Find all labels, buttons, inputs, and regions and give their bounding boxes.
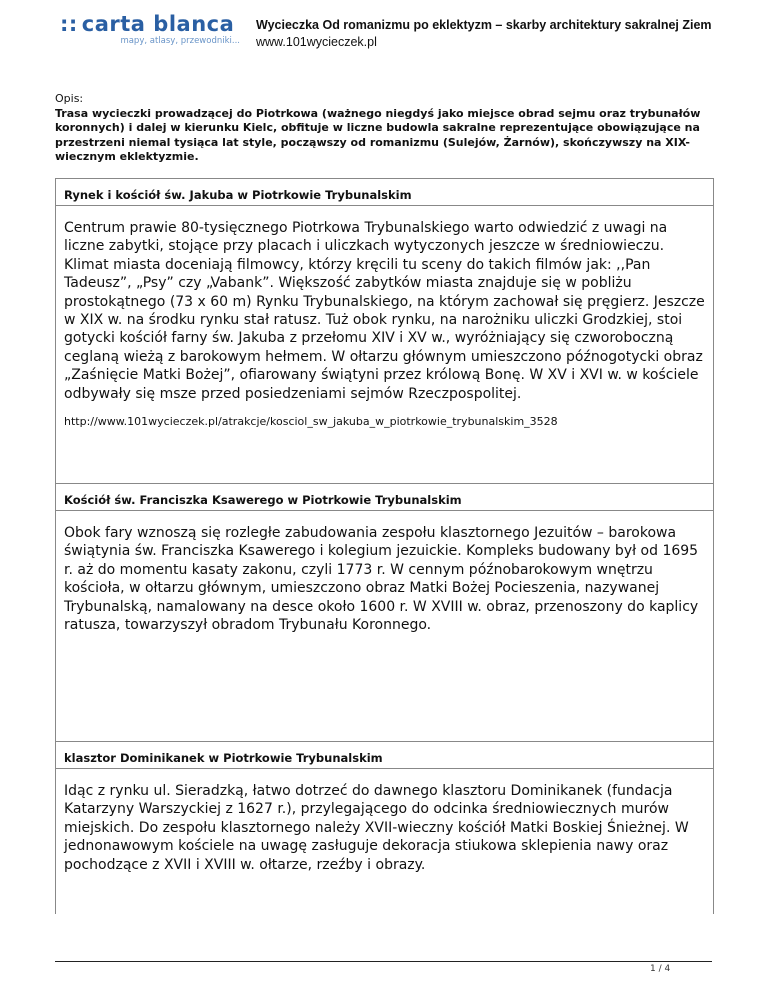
document-title: Wycieczka Od romanizmu po eklektyzm – skarby architektury sakralnej Ziem [256,18,712,32]
logo-tagline: mapy, atlasy, przewodniki... [120,36,240,46]
logo-dots: :: [60,12,78,36]
section-heading: klasztor Dominikanek w Piotrkowie Trybunalskim [56,742,713,769]
logo-text: carta blanca [81,12,235,36]
page-number: 1 / 4 [650,964,671,974]
description-block [55,92,715,165]
section-body: Obok fary wznoszą się rozległe zabudowania zespołu klasztornego Jezuitów – barokowa świątynia św. Franciszka Ksawerego i kolegium jezuickie. Kompleks budowany był od 1695 r. aż do momentu kasaty zakonu, czyli 1773 r. W cennym późnobarokowym wnętrzu kościoła, w ołtarzu głównym, umieszczono obraz Matki Bożej Pocieszenia, nazywanej Trybunalską, namalowany na desce około 1600 r. W XVIII w. obraz, przenoszony do kaplicy ratusza, towarzyszył obradom Trybunału Koronnego. [64,525,699,634]
section-heading: Rynek i kościół św. Jakuba w Piotrkowie Trybunalskim [56,179,713,206]
section-rynek-kosciol-jakuba [55,178,714,484]
description-label: Opis: [55,92,84,105]
footer-divider [55,961,712,962]
section-klasztor-dominikanek [55,741,714,914]
section-heading: Kościół św. Franciszka Ksawerego w Piotrkowie Trybunalskim [56,484,713,511]
site-url[interactable]: www.101wycieczek.pl [256,35,377,49]
section-body: Centrum prawie 80-tysięcznego Piotrkowa Trybunalskiego warto odwiedzić z uwagi na liczne zabytki, stojące przy placach i uliczkach wytyczonych jeszcze w średniowieczu. Klimat miasta doceniają filmowcy, którzy kręcili tu sceny do takich filmów jak: ,,Pan Tadeusz”, „Psy” czy „Vabank”. Większość zabytków miasta znajduje się w pobliżu prostokątnego (73 x 60 m) Rynku Trybunalskiego, na którym zachował się pręgierz. Jeszcze w XIX w. na środku rynku stał ratusz. Tuż obok rynku, na narożniku uliczki Grodzkiej, stoi gotycki kościół farny św. Jakuba z przełomu XIV i XV w., wyróżniający się czworoboczną ceglaną wieżą z barokowym hełmem. W ołtarzu głównym umieszczono późnogotycki obraz „Zaśnięcie Matki Bożej”, ofiarowany świątyni przez królową Bonę. W XV i XVI w. w kościele odbywały się msze przed posiedzeniami sejmów Rzeczpospolitej. [64,220,705,402]
logo-wordmark [60,12,240,36]
section-kosciol-franciszka-ksawerego [55,483,714,742]
description-text: Trasa wycieczki prowadzącej do Piotrkowa (ważnego niegdyś jako miejsce obrad sejmu oraz trybunałów koronnych) i dalej w kierunku Kielc, obfituje w liczne budowla sakralne reprezentujące obowiązujące na przestrzeni niemal tysiąca lat style, począwszy od romanizmu (Sulejów, Żarnów), skończywszy na XIX-wiecznym eklektyzmie. [55,106,701,164]
carta-blanca-logo [60,12,240,46]
section-body: Idąc z rynku ul. Sieradzką, łatwo dotrzeć do dawnego klasztoru Dominikanek (fundacja Katarzyny Warszyckiej z 1627 r.), przylegającego do odcinka średniowiecznych murów miejskich. Do zespołu klasztornego należy XVII-wieczny kościół Matki Boskiej Śnieżnej. W jednonawowym kościele na uwagę zasługuje dekoracja stiukowa sklepienia nawy oraz pochodzące z XVII i XVIII w. ołtarze, rzeźby i obrazy. [64,783,689,873]
section-link[interactable]: http://www.101wycieczek.pl/atrakcje/kosciol_sw_jakuba_w_piotrkowie_trybunalskim_3528 [64,415,558,429]
